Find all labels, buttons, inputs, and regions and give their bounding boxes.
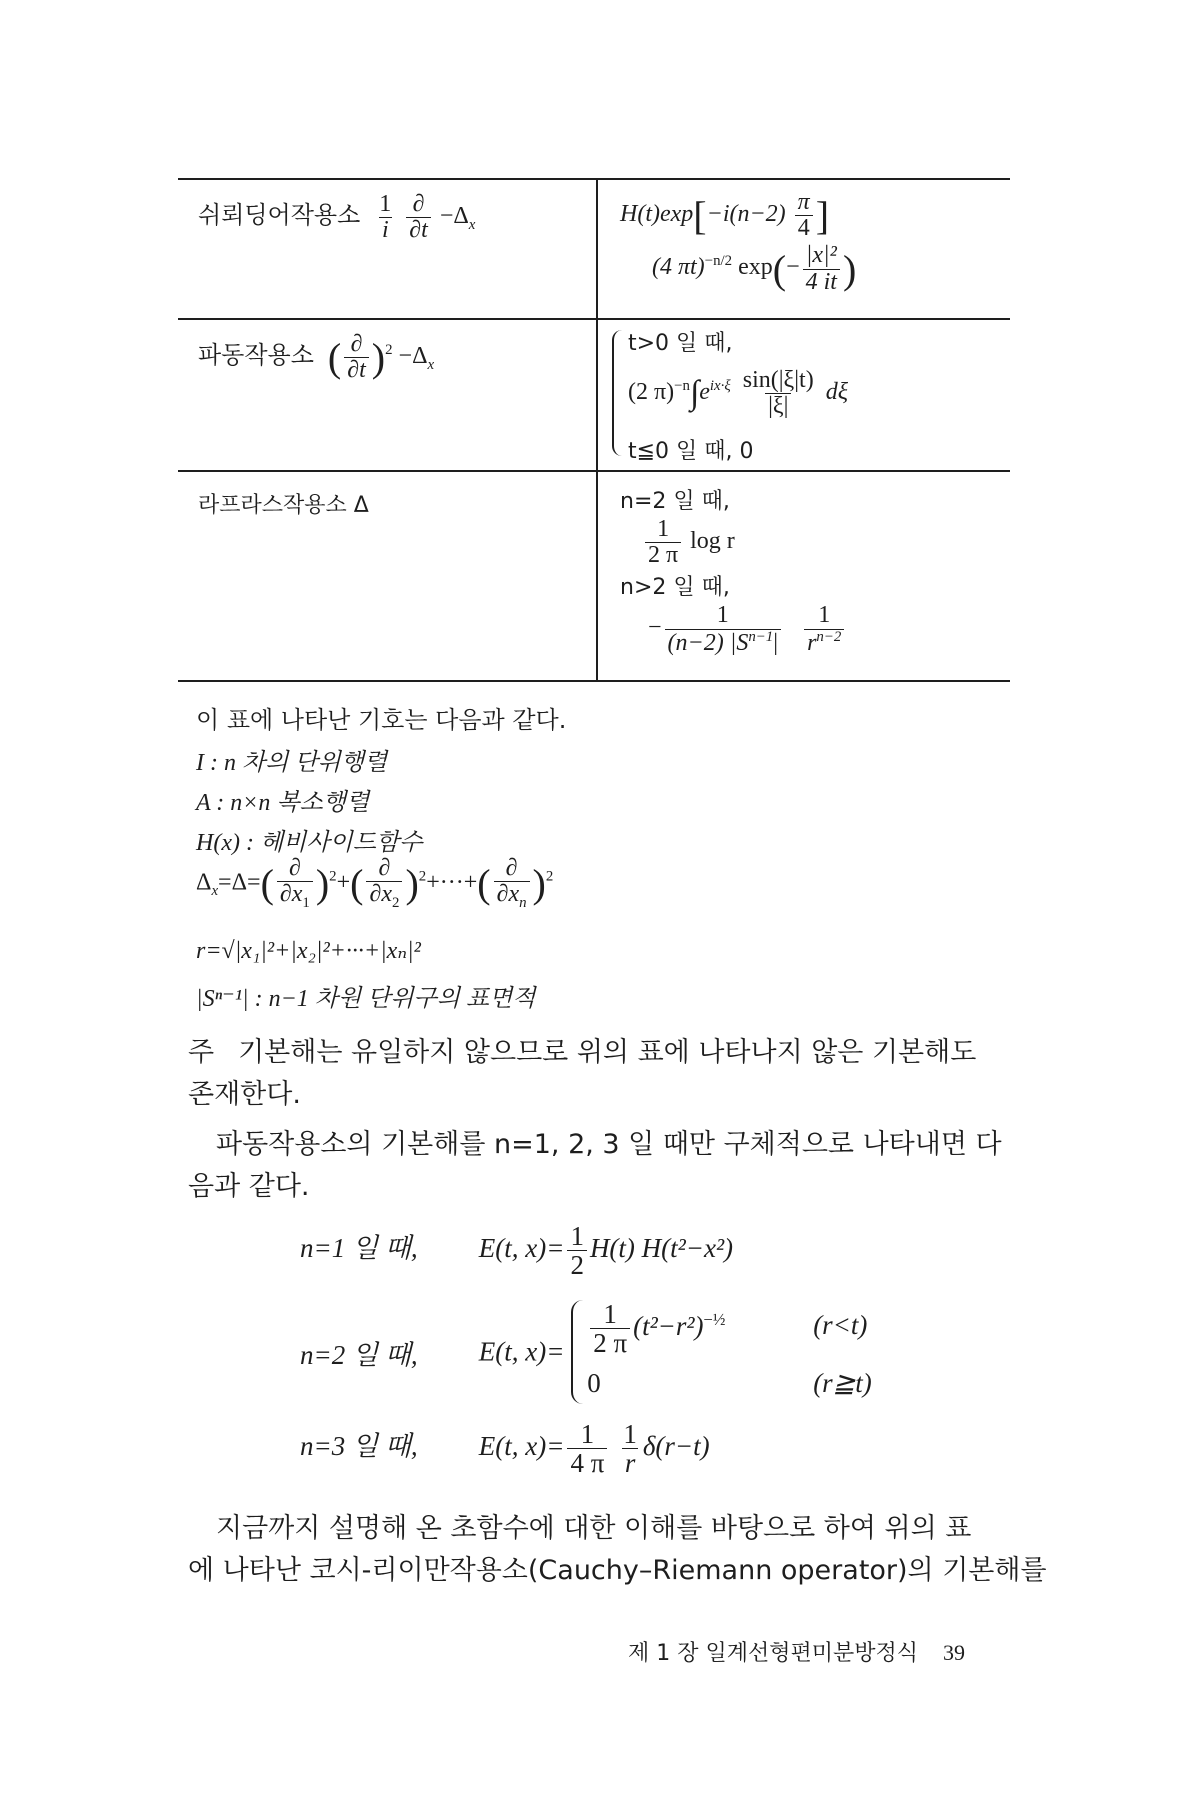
operator-fraction	[376, 192, 394, 243]
solution-part: H(t)exp	[620, 201, 694, 228]
solution-fraction	[665, 603, 782, 655]
note-sphere-surface: |Sⁿ⁻¹| : n−1 차원 단위구의 표면적	[196, 986, 536, 1012]
fraction-denominator: 2 π	[645, 542, 681, 568]
solution-fraction	[803, 243, 840, 294]
operator-label: 쉬뢰딩어작용소	[198, 201, 361, 230]
equals: =Δ=	[218, 869, 261, 896]
paren-open: (	[260, 861, 274, 907]
paren-close: )	[842, 246, 857, 292]
chapter-title: 제 1 장 일계선형편미분방정식	[628, 1641, 919, 1666]
plus: +	[336, 869, 351, 896]
fraction-numerator: 1	[716, 602, 729, 629]
solution-part: exp	[738, 254, 773, 281]
fraction-denominator: r	[622, 1448, 639, 1477]
paragraph-note-line-1	[188, 1032, 1018, 1074]
paren-open: (	[772, 246, 787, 292]
equation-n3	[300, 1420, 710, 1478]
solution-middle	[628, 368, 848, 419]
derivative-denominator: ∂x	[369, 881, 392, 908]
fraction-numerator: |x|²	[805, 242, 837, 269]
solution-part: (4 πt)	[652, 254, 705, 281]
paragraph-wave-line-2: 음과 같다.	[188, 1170, 310, 1202]
note-label: 주	[188, 1037, 215, 1068]
equation-n1	[300, 1222, 733, 1280]
paragraph-closing-line-2: 에 나타난 코시-리이만작용소(Cauchy–Riemann operator)의 기본해를	[188, 1554, 1047, 1586]
table-row-schrodinger-operator	[198, 192, 475, 243]
paren-close: )	[532, 861, 546, 907]
fraction-denominator: |ξ|	[765, 393, 791, 419]
denominator-part: (n−2) |S	[667, 629, 749, 656]
equation-lhs: E(t, x)=	[478, 1336, 565, 1367]
fraction-numerator: 1	[603, 1299, 617, 1329]
solution-case-1: n=2 일 때,	[620, 489, 730, 514]
derivative-denominator: ∂x	[496, 881, 520, 908]
table-top-rule	[178, 178, 1010, 180]
solution-fraction	[804, 603, 844, 655]
derivative-xn	[494, 856, 530, 912]
note-complex-matrix: A : n×n 복소행렬	[196, 790, 370, 816]
fraction-numerator: 1	[818, 602, 831, 629]
note-laplacian-definition	[196, 856, 553, 912]
case-expression: (t²−r²)	[633, 1311, 704, 1342]
case-2-condition: (r≧t)	[813, 1368, 872, 1398]
table-row-laplace-solution	[620, 484, 847, 656]
laplacian-subscript: x	[211, 883, 219, 900]
fraction-numerator: 1	[570, 1221, 584, 1251]
solution-line-1	[620, 190, 856, 241]
derivative-denominator: ∂x	[279, 881, 303, 908]
paragraph-wave-line-1: 파동작용소의 기본해를 n=1, 2, 3 일 때만 구체적으로 나타내면 다	[216, 1129, 1002, 1160]
operator-tail: −Δ	[398, 343, 428, 370]
paren-open: (	[350, 861, 364, 907]
operator-derivative	[344, 332, 369, 383]
solution-fraction	[645, 517, 681, 568]
table-row-laplace-operator: 라프라스작용소 Δ	[198, 493, 369, 518]
paren-close: )	[405, 861, 419, 907]
equation-n2	[300, 1300, 889, 1404]
solution-case-2: t≦0 일 때, 0	[628, 439, 754, 464]
equation-fraction	[567, 1420, 607, 1478]
equation-fraction	[620, 1420, 640, 1478]
paren-close: )	[315, 861, 330, 907]
paragraph-closing	[188, 1508, 1047, 1592]
derivative-subscript: n	[519, 894, 527, 911]
page-number: 39	[943, 1640, 966, 1665]
fraction-numerator: π	[797, 189, 810, 215]
table-row-schrodinger-solution	[620, 190, 856, 295]
note-identity-matrix: I : n 차의 단위행렬	[196, 750, 388, 776]
equation-rhs: δ(r−t)	[642, 1431, 710, 1462]
laplacian-symbol: Δ	[196, 869, 212, 896]
case-1-condition: (r<t)	[813, 1310, 868, 1340]
paren-close: )	[371, 335, 386, 381]
bracket-close: ]	[815, 193, 830, 239]
case-2: 0	[587, 1368, 601, 1398]
fraction-numerator: 1	[580, 1419, 595, 1449]
fraction-denominator	[804, 629, 844, 656]
paren-open: (	[327, 335, 342, 381]
equation-label: n=1 일 때,	[300, 1233, 418, 1264]
integrand: e	[699, 379, 710, 406]
derivative-numerator: ∂	[378, 855, 391, 881]
paren-open: (	[477, 861, 491, 907]
fraction-denominator: 4 π	[567, 1448, 607, 1477]
power: 2	[329, 868, 337, 885]
operator-tail: −Δ	[439, 203, 469, 230]
fraction-denominator	[665, 629, 782, 656]
equation-lhs: E(t, x)=	[478, 1431, 565, 1462]
operator-derivative	[406, 192, 431, 243]
paragraph-note	[188, 1032, 1018, 1116]
paragraph-wave	[188, 1124, 1018, 1208]
operator-label: 파동작용소	[198, 341, 314, 370]
fraction-numerator: 1	[657, 516, 670, 542]
equation-fraction	[567, 1222, 587, 1280]
note-radius-definition: r=√|x₁|²+|x₂|²+···+|xₙ|²	[196, 938, 421, 964]
note-heaviside: H(x) : 헤비사이드함수	[196, 830, 423, 856]
table-bottom-rule	[178, 680, 1010, 682]
note-text: 기본해는 유일하지 않으므로 위의 표에 나타나지 않은 기본해도	[238, 1037, 977, 1068]
table-row-divider-2	[178, 470, 1010, 472]
derivative-x1	[277, 856, 313, 912]
solution-log	[642, 517, 847, 568]
power: 2	[418, 868, 427, 885]
cases-brace	[612, 330, 624, 456]
integral-sign: ∫	[689, 374, 700, 412]
derivative-denominator: ∂t	[344, 357, 369, 383]
fraction-denominator: i	[379, 217, 392, 243]
fraction-denominator: 2 π	[590, 1328, 630, 1357]
solution-exponent: −n/2	[704, 253, 733, 270]
fraction-numerator: 1	[379, 191, 392, 217]
equation-label: n=2 일 때,	[300, 1339, 418, 1370]
derivative-numerator: ∂	[288, 855, 301, 881]
solution-part: −i(n−2)	[706, 201, 786, 228]
solution-exponent: −n	[674, 378, 690, 395]
derivative-numerator: ∂	[412, 191, 425, 217]
fraction-numerator: sin(|ξ|t)	[742, 367, 814, 393]
solution-log-term: log r	[690, 528, 735, 555]
fraction-denominator: 2	[567, 1250, 587, 1279]
solution-fraction	[740, 368, 817, 419]
differential: dξ	[825, 379, 848, 406]
fraction-denominator: 4	[795, 215, 813, 241]
equation-lhs: E(t, x)=	[478, 1233, 565, 1264]
table-column-divider	[596, 178, 598, 680]
case-exponent: −½	[703, 1310, 726, 1330]
notes-intro: 이 표에 나타난 기호는 다음과 같다.	[196, 706, 567, 734]
table-row-wave-operator	[198, 332, 434, 383]
denominator-part: |	[773, 629, 779, 656]
solution-line-2: (4 πt)$^{-n/2}$ exp(− $\frac{\text{|x|²}}{4 it}$ )	[652, 242, 857, 295]
bracket-open: [	[693, 193, 707, 239]
ellipsis-plus: +···+	[426, 869, 478, 896]
derivative-subscript: 2	[392, 894, 400, 911]
derivative-numerator: ∂	[505, 855, 518, 881]
running-footer	[628, 1636, 965, 1667]
solution-last: − $\frac{1}{(n-2) |S^{n-1}|}$ $\frac{1}{r^{n-2}}$	[648, 603, 847, 655]
paragraph-closing-line-1: 지금까지 설명해 온 초함수에 대한 이해를 바탕으로 하여 위의 표	[216, 1513, 972, 1544]
denominator-part: r	[807, 629, 817, 656]
operator-tail-subscript: x	[427, 357, 435, 373]
paragraph-note-line-2: 존재한다.	[188, 1078, 301, 1110]
derivative-subscript: 1	[302, 894, 310, 911]
solution-case-1: t>0 일 때,	[628, 331, 733, 356]
derivative-denominator: ∂t	[406, 217, 431, 243]
fraction-denominator: 4 it	[803, 269, 840, 295]
solution-case-2: n>2 일 때,	[620, 575, 730, 601]
equation-label: n=3 일 때,	[300, 1431, 418, 1462]
fraction-numerator: 1	[623, 1419, 637, 1449]
derivative-numerator: ∂	[350, 331, 363, 357]
case-fraction	[590, 1300, 630, 1358]
derivative-x2	[366, 856, 402, 912]
table-row-divider-1	[178, 318, 1010, 320]
power: 2	[545, 868, 554, 885]
equation-cases	[571, 1300, 889, 1404]
operator-tail-subscript: x	[468, 217, 476, 233]
case-1	[587, 1300, 725, 1358]
denominator-exponent: n−2	[816, 628, 842, 645]
solution-part: (2 π)	[628, 379, 675, 406]
solution-fraction	[795, 190, 813, 241]
equation-rhs: H(t) H(t²−x²)	[589, 1233, 734, 1264]
denominator-exponent: n−1	[748, 628, 774, 645]
integrand-exponent: ix·ξ	[709, 378, 731, 395]
operator-power: 2	[385, 342, 393, 359]
